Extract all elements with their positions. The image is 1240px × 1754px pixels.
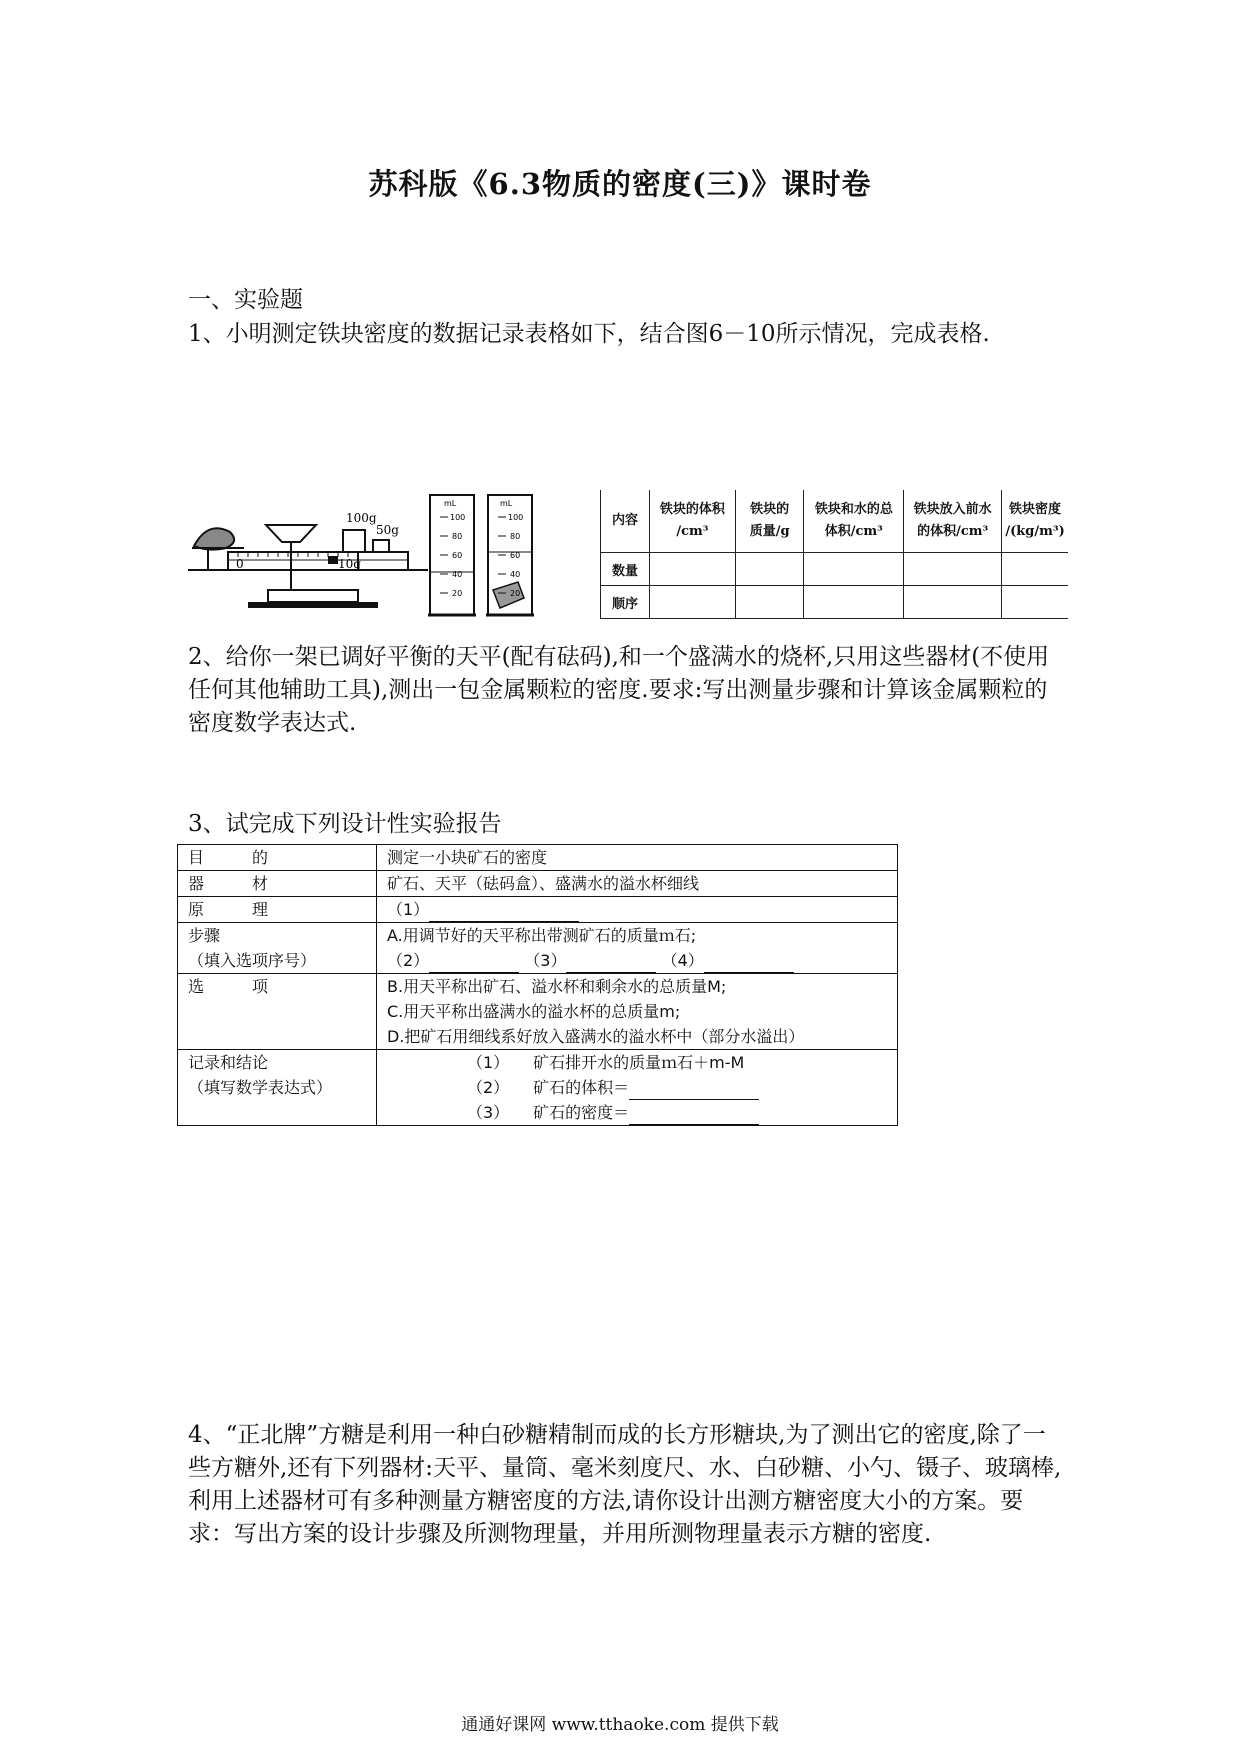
footer-source: 通通好课网 www.tthaoke.com 提供下载 (461, 1715, 779, 1735)
th-water-volume: 铁块放入前水 的体积/cm³ (904, 490, 1002, 553)
report-label: 器 材 (178, 871, 377, 897)
cyl1-tick: 20 (452, 589, 463, 598)
report-sublabel: （填写数学表达式） (188, 1078, 333, 1097)
cyl2-tick: 60 (510, 551, 521, 560)
table-cell[interactable] (904, 553, 1002, 586)
table-cell[interactable] (735, 586, 804, 619)
table-cell[interactable] (904, 586, 1002, 619)
row-label: 数量 (601, 553, 650, 586)
cyl2-unit: mL (500, 499, 513, 508)
report-label: 记录和结论 (188, 1053, 269, 1072)
table-cell[interactable] (649, 553, 735, 586)
answer-blank-3[interactable] (566, 952, 656, 973)
report-label: 目 的 (178, 845, 377, 871)
th-content: 内容 (601, 490, 650, 553)
record-item-2: （2） 矿石的体积＝ (467, 1078, 630, 1097)
options-cell (377, 974, 898, 1050)
principle-blank-label: （1） (387, 900, 430, 919)
row-label: 顺序 (601, 586, 650, 619)
th-iron-density: 铁块密度 /(kg/m³) (1002, 490, 1068, 553)
record-item-3: （3） 矿石的密度＝ (467, 1103, 630, 1122)
th-total-volume: 铁块和水的总 体积/cm³ (804, 490, 904, 553)
table-cell[interactable] (804, 553, 904, 586)
balance-and-cylinders-drawing (188, 490, 608, 620)
table-cell[interactable] (804, 586, 904, 619)
answer-blank-density[interactable] (629, 1104, 759, 1125)
question-3-title: 3、试完成下列设计性实验报告 (188, 811, 502, 837)
label-10g: 10g (338, 557, 361, 571)
blank-label: （4） (661, 951, 704, 970)
cyl1-tick: 100 (450, 513, 466, 522)
figure-6-10 (188, 490, 1068, 620)
cyl1-tick: 60 (452, 551, 463, 560)
report-content: 测定一小块矿石的密度 (377, 845, 898, 871)
record-item-1: （1） 矿石排开水的质量ｍ石＋m-M (467, 1053, 745, 1072)
answer-blank-volume[interactable] (629, 1079, 759, 1100)
step-a: A.用调节好的天平称出带测矿石的质量ｍ石; (387, 926, 697, 945)
question-1: 1、小明测定铁块密度的数据记录表格如下，结合图6－10所示情况，完成表格. (188, 321, 990, 347)
question-2: 2、给你一架已调好平衡的天平(配有砝码),和一个盛满水的烧杯,只用这些器材(不使用任何其他辅助工具),测出一包金属颗粒的密度.要求:写出测量步骤和计算该金属颗粒的密度数学表达式. (188, 644, 1050, 736)
report-label: 选 项 (178, 974, 377, 1050)
report-sublabel: （填入选项序号） (188, 951, 317, 970)
label-50g: 50g (376, 523, 399, 537)
report-label: 步骤 (188, 926, 221, 945)
cyl1-tick: 40 (452, 570, 463, 579)
cyl2-tick: 80 (510, 532, 521, 541)
question-4: 4、“正北牌”方糖是利用一种白砂糖精制而成的长方形糖块,为了测出它的密度,除了一些方糖外,还有下列器材:天平、量筒、毫米刻度尺、水、白砂糖、小勺、镊子、玻璃棒,利用上述器材可有多种测量方糖密度的方法,请你设计出测方糖密度大小的方案。要求：写出方案的设计步骤及所测物理量，并用所测物理量表示方糖的密度. (188, 1422, 1062, 1547)
steps-label-cell (178, 923, 377, 974)
th-iron-mass: 铁块的 质量/g (735, 490, 804, 553)
page-title: 苏科版《6.3物质的密度(三)》课时卷 (368, 167, 872, 201)
answer-blank-4[interactable] (704, 952, 794, 973)
cyl1-tick: 80 (452, 532, 463, 541)
cyl2-tick: 20 (510, 589, 521, 598)
principle-cell (377, 897, 898, 923)
report-content: 矿石、天平（砝码盒）、盛满水的溢水杯细线 (377, 871, 898, 897)
blank-label: （2） (387, 951, 430, 970)
blank-label: （3） (524, 951, 567, 970)
cyl2-tick: 100 (508, 513, 524, 522)
option-d: D.把矿石用细线系好放入盛满水的溢水杯中（部分水溢出） (387, 1027, 805, 1046)
table-cell[interactable] (1002, 553, 1068, 586)
option-c: C.用天平称出盛满水的溢水杯的总质量m; (387, 1002, 681, 1021)
record-cell (377, 1050, 898, 1126)
cyl1-unit: mL (444, 499, 457, 508)
table-cell[interactable] (1002, 586, 1068, 619)
iron-density-table (600, 490, 1068, 619)
experiment-report-table (177, 844, 898, 1126)
label-100g: 100g (346, 511, 377, 525)
section-heading: 一、实验题 (188, 287, 303, 313)
table-cell[interactable] (735, 553, 804, 586)
answer-blank-1[interactable] (429, 901, 579, 922)
cyl2-tick: 40 (510, 570, 521, 579)
option-b: B.用天平称出矿石、溢水杯和剩余水的总质量M; (387, 977, 727, 996)
label-scale-zero: 0 (236, 557, 244, 571)
answer-blank-2[interactable] (429, 952, 519, 973)
record-label-cell (178, 1050, 377, 1126)
steps-cell (377, 923, 898, 974)
table-cell[interactable] (649, 586, 735, 619)
report-label: 原 理 (178, 897, 377, 923)
th-iron-volume: 铁块的体积 /cm³ (649, 490, 735, 553)
